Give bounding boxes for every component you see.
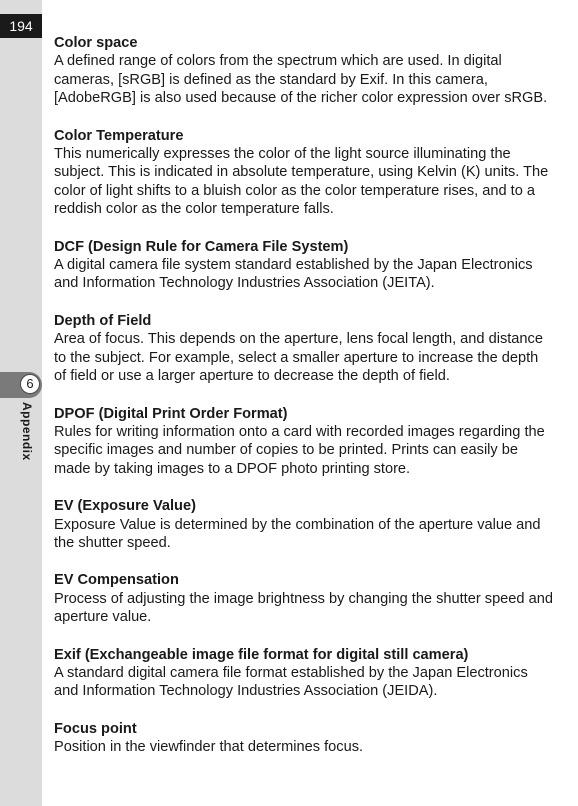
glossary-definition: Area of focus. This depends on the aperture, lens focal length, and distance to the subject. For example, select a smaller aperture to increase the depth of field or use a larger aperture to decrease the depth of field.	[54, 331, 543, 385]
glossary-entry-color-temperature	[54, 127, 554, 219]
glossary-definition: Exposure Value is determined by the combination of the aperture value and the shutter speed.	[54, 516, 541, 551]
glossary-definition: A defined range of colors from the spectrum which are used. In digital cameras, [sRGB] is defined as the standard by Exif. In this camera, [AdobeRGB] is also used because of the richer color expression over sRGB.	[54, 53, 548, 107]
glossary-term: EV (Exposure Value)	[54, 498, 196, 515]
chapter-title: Appendix	[20, 402, 34, 461]
glossary-entry-ev	[54, 497, 554, 552]
glossary-entry-color-space	[54, 34, 554, 108]
page-number: 194	[0, 14, 42, 38]
chapter-tab	[0, 372, 42, 398]
glossary-definition: This numerically expresses the color of the light source illuminating the subject. This is indicated in absolute temperature, using Kelvin (K) units. The color of light shifts to a bluish color as the color temperature rises, and to a reddish color as the color temperature falls.	[54, 146, 549, 218]
glossary-entry-exif	[54, 646, 554, 701]
glossary-term: Depth of Field	[54, 312, 152, 329]
glossary-entry-depth-of-field	[54, 312, 554, 386]
glossary-term: Exif (Exchangeable image file format for digital still camera)	[54, 646, 469, 663]
glossary-entry-focus-point	[54, 720, 554, 757]
glossary-definition: Process of adjusting the image brightness by changing the shutter speed and aperture value.	[54, 590, 553, 626]
glossary-definition: Position in the viewfinder that determines focus.	[54, 739, 364, 756]
glossary-term: DCF (Design Rule for Camera File System)	[54, 238, 349, 255]
chapter-number-badge: 6	[20, 374, 40, 394]
glossary-definition: Rules for writing information onto a card with recorded images regarding the specific images and number of copies to be printed. Prints can easily be made by taking images to a DPOF photo printing store.	[54, 423, 545, 477]
glossary-term: Focus point	[54, 720, 137, 737]
glossary-entry-dpof	[54, 405, 554, 479]
glossary-term: EV Compensation	[54, 572, 179, 589]
glossary-term: Color space	[54, 35, 138, 51]
glossary-entry-ev-compensation	[54, 571, 554, 626]
glossary-term: Color Temperature	[54, 127, 184, 144]
glossary	[54, 34, 554, 776]
glossary-term: DPOF (Digital Print Order Format)	[54, 405, 288, 422]
glossary-entry-dcf	[54, 238, 554, 293]
glossary-definition: A standard digital camera file format established by the Japan Electronics and Information Technology Industries Association (JEIDA).	[54, 664, 528, 700]
glossary-definition: A digital camera file system standard established by the Japan Electronics and Information Technology Industries Association (JEITA).	[54, 257, 533, 292]
